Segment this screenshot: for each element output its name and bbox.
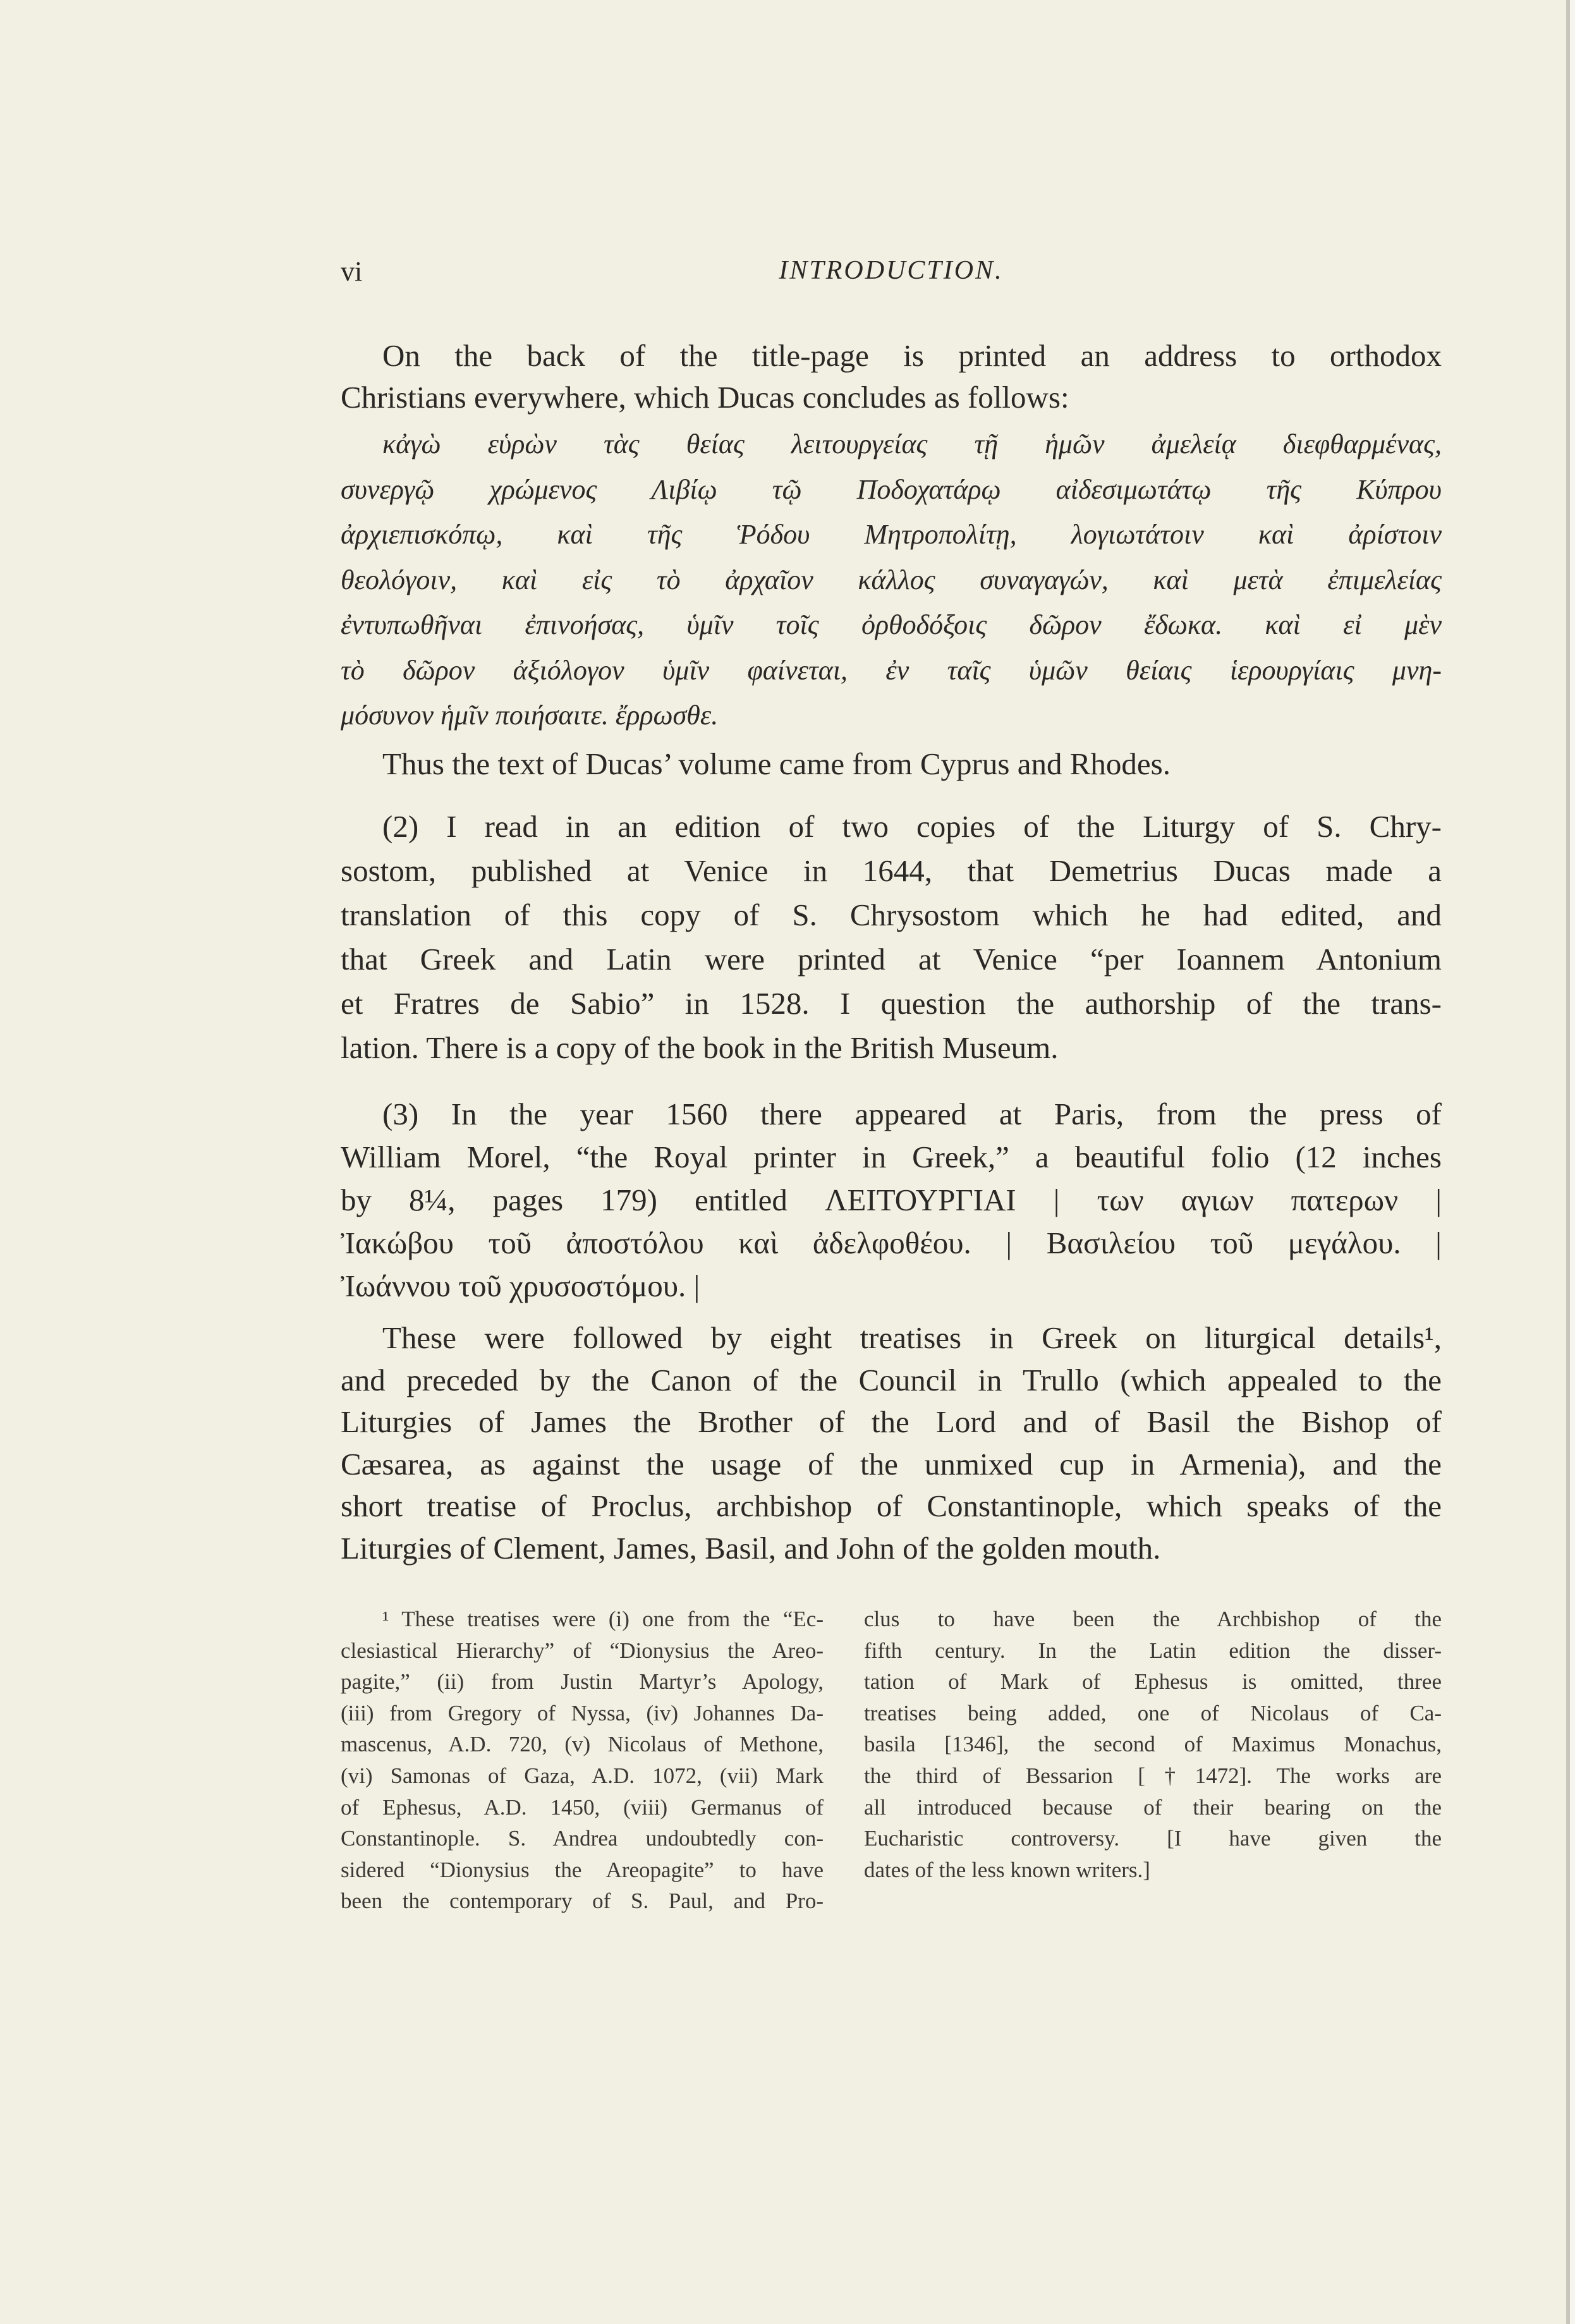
text-line: τὸ δῶρον ἀξιόλογον ὑμῖν φαίνεται, ἐν ταῖς ὑμῶν θείαις ἱερουργίαις μνη- <box>341 654 1442 686</box>
text-line: lation. There is a copy of the book in the British Museum. <box>341 1030 1059 1065</box>
page-edge <box>1570 0 1575 2324</box>
running-title: INTRODUCTION. <box>779 256 1004 285</box>
text-line: that Greek and Latin were printed at Venice “per Ioannem Antonium <box>341 942 1442 976</box>
text-line: Constantinople. S. Andrea undoubtedly con- <box>341 1826 824 1851</box>
paragraph-3 <box>341 1093 1442 1308</box>
greek-quote <box>341 422 1442 738</box>
text-line: Thus the text of Ducas’ volume came from Cyprus and Rhodes. <box>382 746 1171 781</box>
text-line: μόσυνον ἡμῖν ποιήσαιτε. ἔρρωσθε. <box>341 700 719 731</box>
text-line: short treatise of Proclus, archbishop of Constantinople, which speaks of the <box>341 1488 1442 1523</box>
text-line: (2) I read in an edition of two copies of the Liturgy of S. Chry- <box>382 809 1442 844</box>
paragraph-4 <box>341 1317 1442 1569</box>
text-line: William Morel, “the Royal printer in Greek,” a beautiful folio (12 inches <box>341 1140 1442 1174</box>
text-line: ἀρχιεπισκόπῳ, καὶ τῆς Ῥόδου Μητροπολίτῃ, λογιωτάτοιν καὶ ἀρίστοιν <box>341 519 1442 550</box>
text-line: basila [1346], the second of Maximus Monachus, <box>864 1732 1442 1757</box>
text-line: Ἰωάννου τοῦ χρυσοστόμου. | <box>341 1268 700 1303</box>
text-line: ἐντυπωθῆναι ἐπινοήσας, ὑμῖν τοῖς ὀρθοδόξοις δῶρον ἔδωκα. καὶ εἰ μὲν <box>341 609 1442 640</box>
text-line: (3) In the year 1560 there appeared at Paris, from the press of <box>382 1097 1442 1131</box>
text-line: Eucharistic controversy. [I have given the <box>864 1826 1442 1851</box>
text-line: fifth century. In the Latin edition the disser- <box>864 1638 1442 1663</box>
text-line: sostom, published at Venice in 1644, that Demetrius Ducas made a <box>341 853 1442 888</box>
text-line: tation of Mark of Ephesus is omitted, three <box>864 1669 1442 1694</box>
paragraph-2 <box>341 805 1442 1070</box>
text-line: clesiastical Hierarchy” of “Dionysius the Areo- <box>341 1638 824 1663</box>
text-line: ¹ These treatises were (i) one from the “Ec- <box>382 1607 824 1631</box>
footnote-left-column <box>341 1603 824 1917</box>
text-line: κἀγὼ εὑρὼν τὰς θείας λειτουργείας τῇ ἡμῶν ἀμελείᾳ διεφθαρμένας, <box>382 429 1442 459</box>
text-line: treatises being added, one of Nicolaus of Ca- <box>864 1700 1442 1725</box>
text-line: mascenus, A.D. 720, (v) Nicolaus of Methone, <box>341 1732 824 1757</box>
text-line: (iii) from Gregory of Nyssa, (iv) Johannes Da- <box>341 1700 824 1725</box>
text-line: translation of this copy of S. Chrysostom which he had edited, and <box>341 897 1442 932</box>
thus-line <box>341 742 1442 786</box>
text-line: all introduced because of their bearing on the <box>864 1794 1442 1820</box>
text-line: by 8¼, pages 179) entitled ΛΕΙΤΟΥΡΓΙΑΙ | των αγιων πατερων | <box>341 1183 1442 1217</box>
text-line: and preceded by the Canon of the Council in Trullo (which appealed to the <box>341 1362 1442 1397</box>
text-line: On the back of the title-page is printed an address to orthodox <box>382 338 1442 373</box>
page-header <box>341 255 1442 293</box>
text-line: Ἰακώβου τοῦ ἀποστόλου καὶ ἀδελφοθέου. | Βασιλείου τοῦ μεγάλου. | <box>341 1226 1442 1260</box>
text-line: the third of Bessarion [†1472]. The works are <box>864 1763 1442 1788</box>
text-line: θεολόγοιν, καὶ εἰς τὸ ἀρχαῖον κάλλος συναγαγών, καὶ μετὰ ἐπιμελείας <box>341 564 1442 595</box>
text-line: These were followed by eight treatises in Greek on liturgical details¹, <box>382 1320 1442 1355</box>
page-number: vi <box>341 256 363 287</box>
text-line: dates of the less known writers.] <box>864 1857 1150 1882</box>
text-line: sidered “Dionysius the Areopagite” to have <box>341 1857 824 1882</box>
text-line: Christians everywhere, which Ducas concludes as follows: <box>341 380 1069 415</box>
text-line: clus to have been the Archbishop of the <box>864 1607 1442 1631</box>
text-line: of Ephesus, A.D. 1450, (viii) Germanus of <box>341 1794 824 1820</box>
footnote-right-column <box>864 1603 1442 1885</box>
text-line: et Fratres de Sabio” in 1528. I question the authorship of the trans- <box>341 986 1442 1021</box>
text-line: συνεργῷ χρώμενος Λιβίῳ τῷ Ποδοχατάρῳ αἰδεσιμωτάτῳ τῆς Κύπρου <box>341 473 1442 505</box>
paragraph-1 <box>341 335 1442 418</box>
text-line: Cæsarea, as against the usage of the unmixed cup in Armenia), and the <box>341 1446 1442 1481</box>
text-line: Liturgies of James the Brother of the Lord and of Basil the Bishop of <box>341 1404 1442 1439</box>
text-line: been the contemporary of S. Paul, and Pro- <box>341 1889 824 1914</box>
text-line: pagite,” (ii) from Justin Martyr’s Apology, <box>341 1669 824 1694</box>
text-line: (vi) Samonas of Gaza, A.D. 1072, (vii) Mark <box>341 1763 824 1788</box>
text-line: Liturgies of Clement, James, Basil, and John of the golden mouth. <box>341 1530 1161 1566</box>
